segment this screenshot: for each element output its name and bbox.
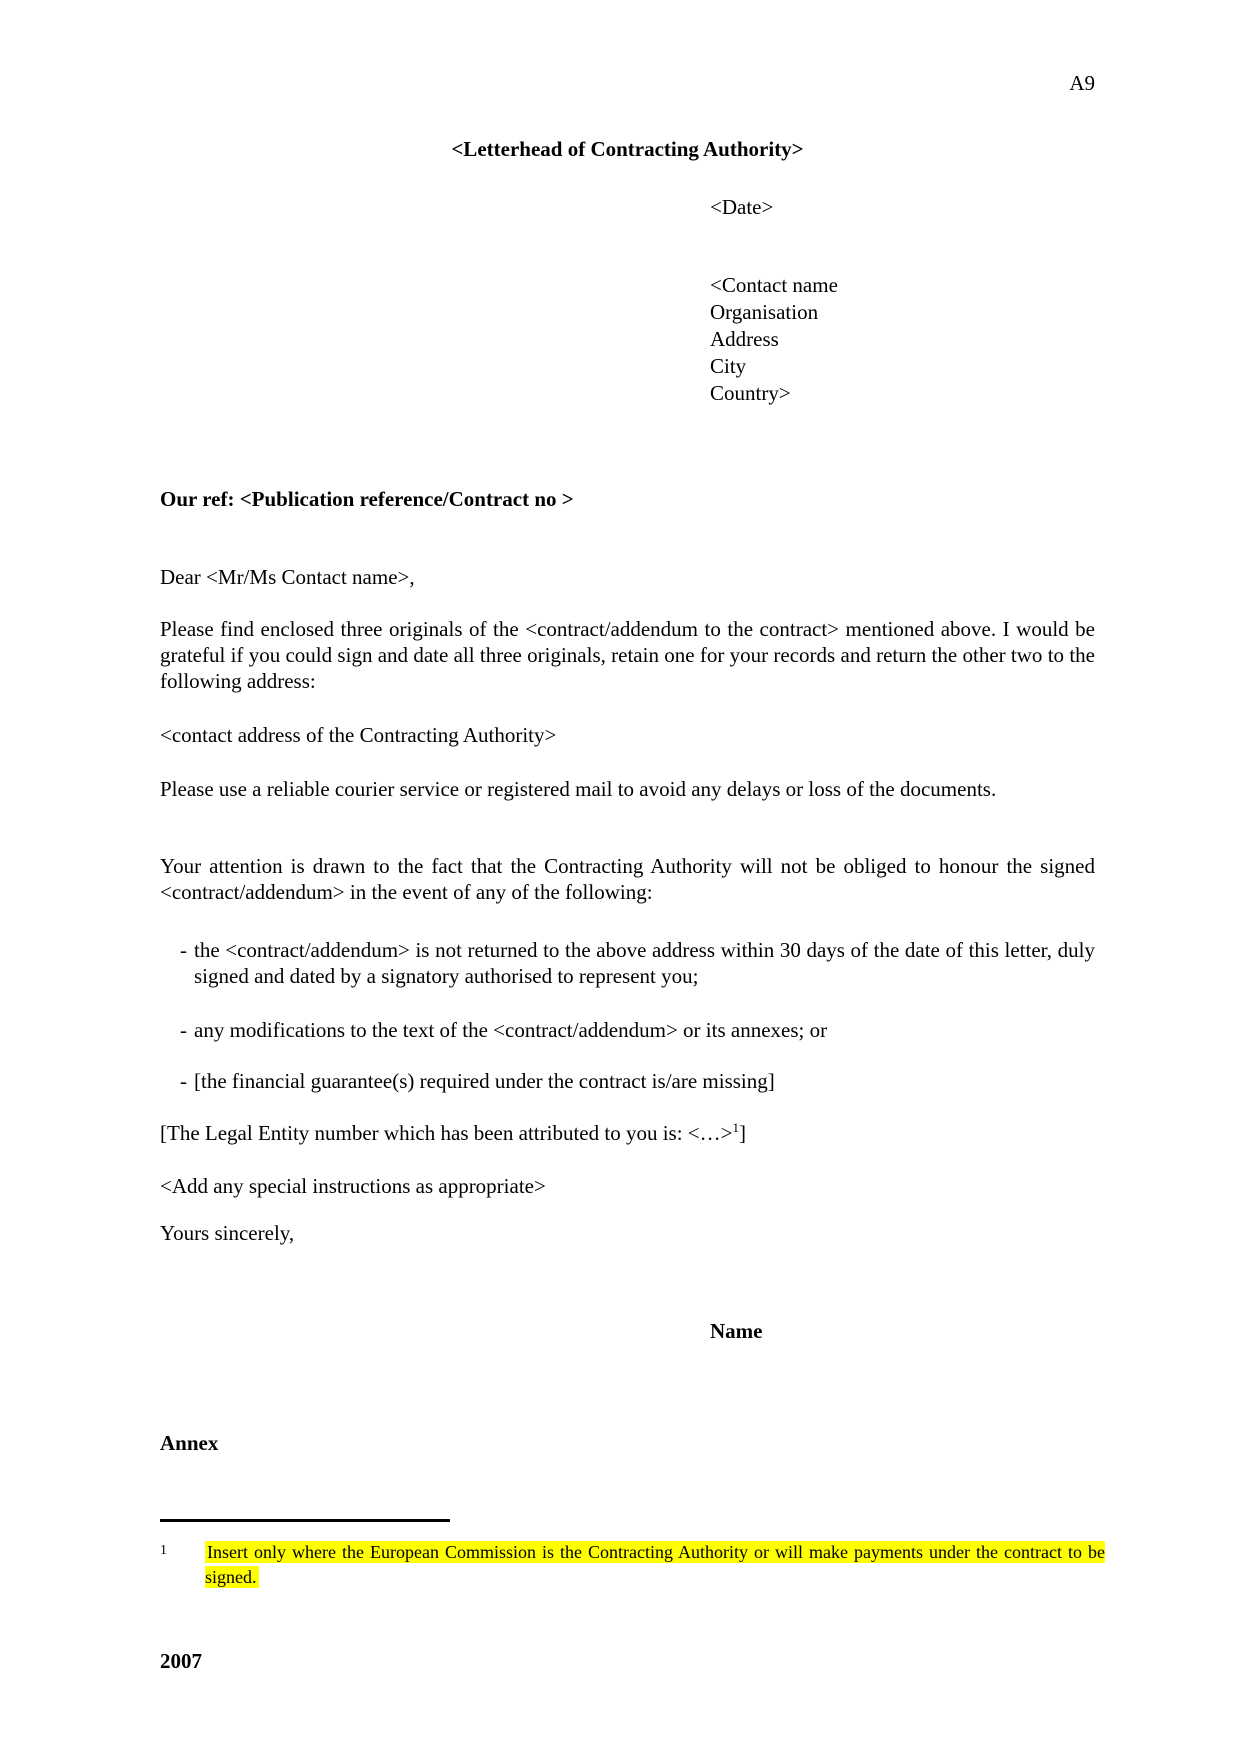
recipient-line-address: Address — [710, 327, 779, 351]
footnote-highlighted-text: Insert only where the European Commission is the Contracting Authority or will make payments under the contract to be signed. — [205, 1542, 1105, 1587]
letterhead-title: <Letterhead of Contracting Authority> — [451, 137, 804, 161]
bullet-dash: - — [180, 1069, 187, 1093]
page-number: A9 — [1069, 71, 1095, 95]
signature-name: Name — [710, 1319, 763, 1343]
paragraph-attention: Your attention is drawn to the fact that the Contracting Authority will not be obliged to honour the signed <contract/addendum> in the event of any of the following: — [160, 854, 1095, 904]
bullet-dash: - — [180, 938, 187, 962]
salutation: Dear <Mr/Ms Contact name>, — [160, 565, 415, 589]
bullet-item-modifications — [180, 1017, 1095, 1043]
footnote-body — [205, 1540, 1105, 1590]
bullet-dash: - — [180, 1018, 187, 1042]
footer-year: 2007 — [160, 1649, 202, 1673]
footnote — [160, 1540, 1105, 1590]
bullet-text: any modifications to the text of the <contract/addendum> or its annexes; or — [194, 1018, 828, 1042]
legal-entity-text: [The Legal Entity number which has been attributed to you is: <…> — [160, 1121, 733, 1145]
recipient-line-contact: <Contact name — [710, 273, 838, 297]
paragraph-courier: Please use a reliable courier service or registered mail to avoid any delays or loss of the documents. — [160, 777, 997, 801]
bullet-text: [the financial guarantee(s) required under the contract is/are missing] — [194, 1069, 775, 1093]
paragraph-enclosed: Please find enclosed three originals of the <contract/addendum to the contract> mentioned above. I would be grateful if you could sign and date all three originals, retain one for your records and return the other two to the following address: — [160, 617, 1095, 693]
closing: Yours sincerely, — [160, 1221, 295, 1245]
recipient-line-country: Country> — [710, 381, 791, 405]
recipient-line-city: City — [710, 354, 747, 378]
date-placeholder: <Date> — [710, 195, 774, 219]
recipient-block — [710, 272, 838, 407]
footnote-marker: 1 — [160, 1543, 167, 1558]
bullet-item-guarantee — [180, 1068, 1095, 1094]
footnote-reference: 1 — [732, 1120, 739, 1135]
footnote-separator — [160, 1519, 450, 1522]
our-ref-line: Our ref: <Publication reference/Contract no > — [160, 487, 574, 511]
special-instructions-placeholder: <Add any special instructions as appropriate> — [160, 1174, 546, 1198]
bullet-text: the <contract/addendum> is not returned to the above address within 30 days of the date of this letter, duly signed and dated by a signatory authorised to represent you; — [194, 938, 1095, 988]
legal-entity-line — [160, 1120, 1095, 1146]
annex-heading: Annex — [160, 1431, 219, 1455]
contact-address-placeholder: <contact address of the Contracting Authority> — [160, 723, 557, 747]
legal-entity-close: ] — [738, 1121, 746, 1145]
bullet-item-not-returned — [180, 937, 1095, 989]
recipient-line-organisation: Organisation — [710, 300, 819, 324]
